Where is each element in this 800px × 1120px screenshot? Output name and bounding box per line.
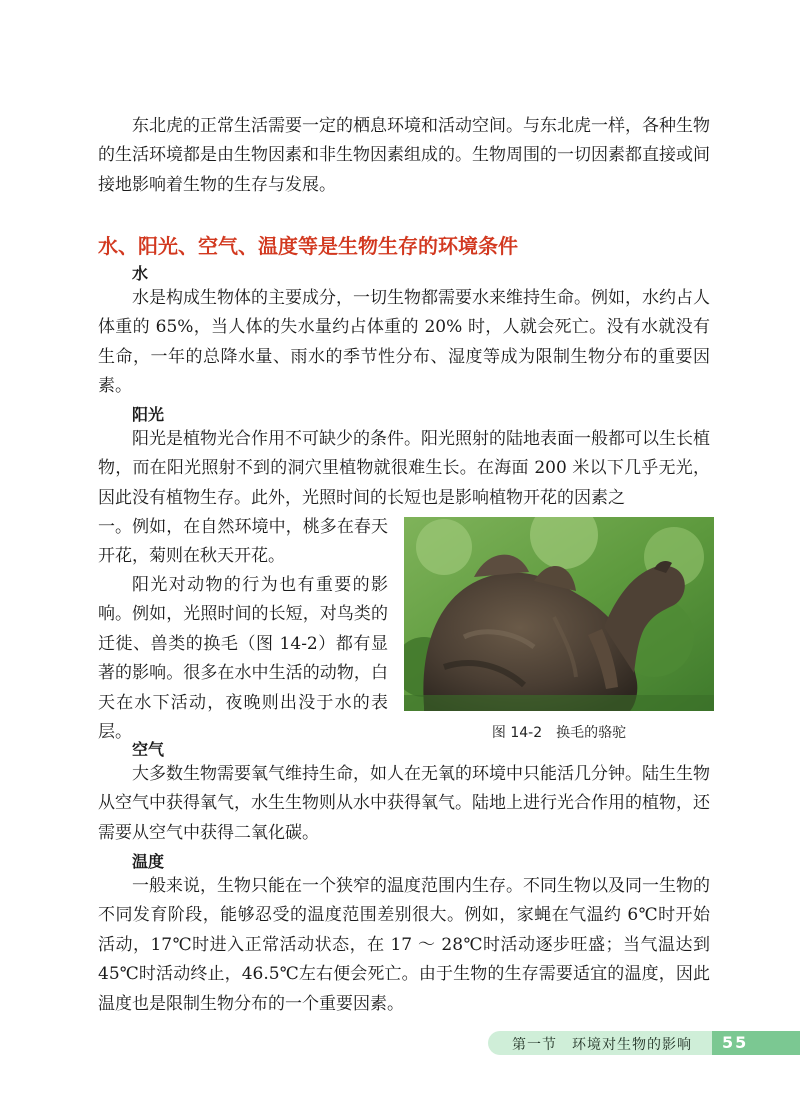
water-heading: 水: [132, 264, 149, 283]
page-footer: [488, 1031, 800, 1055]
figure-caption: 图 14-2 换毛的骆驼: [491, 725, 627, 741]
chapter-section-label: 第一节 环境对生物的影响: [512, 1037, 692, 1053]
water-paragraph: 水是构成生物体的主要成分，一切生物都需要水来维持生命。例如，水约占人体重的 65%，当人体的失水量约占体重的 20% 时，人就会死亡。没有水就没有生命，一年的总降水量、雨水的季节性分布、湿度等成为限制生物分布的重要因素。: [98, 288, 710, 397]
sunlight-paragraph-1-wrap: 一。例如，在自然环境中，桃多在春天开花，菊则在秋天开花。: [98, 517, 388, 567]
sunlight-heading: 阳光: [132, 405, 165, 424]
air-heading: 空气: [132, 740, 165, 759]
page-number: 55: [712, 1031, 800, 1055]
camel-photo: [404, 517, 714, 711]
sunlight-paragraph-2: 阳光对动物的行为也有重要的影响。例如，光照时间的长短，对鸟类的迁徙、兽类的换毛（图 14-2）都有显著的影响。很多在水中生活的动物，白天在水下活动，夜晚则出没于水的表层。: [98, 575, 388, 743]
intro-paragraph: 东北虎的正常生活需要一定的栖息环境和活动空间。与东北虎一样，各种生物的生活环境都是由生物因素和非生物因素组成的。生物周围的一切因素都直接或间接地影响着生物的生存与发展。: [98, 116, 710, 195]
air-paragraph: 大多数生物需要氧气维持生命，如人在无氧的环境中只能活几分钟。陆生生物从空气中获得氧气，水生生物则从水中获得氧气。陆地上进行光合作用的植物，还需要从空气中获得二氧化碳。: [98, 764, 710, 843]
sunlight-paragraph-1: 阳光是植物光合作用不可缺少的条件。阳光照射的陆地表面一般都可以生长植物，而在阳光照射不到的洞穴里植物就很难生长。在海面 200 米以下几乎无光，因此没有植物生存。此外，光照时间的长短也是影响植物开花的因素之: [98, 429, 710, 508]
temperature-heading: 温度: [132, 852, 165, 871]
temperature-paragraph: 一般来说，生物只能在一个狭窄的温度范围内生存。不同生物以及同一生物的不同发育阶段，能够忍受的温度范围差别很大。例如，家蝇在气温约 6℃时开始活动，17℃时进入正常活动状态，在 17 ～ 28℃时活动逐步旺盛；当气温达到 45℃时活动终止，46.5℃左右便会死亡。由于生物的生存需要适宜的温度，因此温度也是限制生物分布的一个重要因素。: [98, 876, 710, 1014]
camel-illustration: [404, 517, 714, 711]
section-title: 水、阳光、空气、温度等是生物生存的环境条件: [98, 234, 518, 258]
